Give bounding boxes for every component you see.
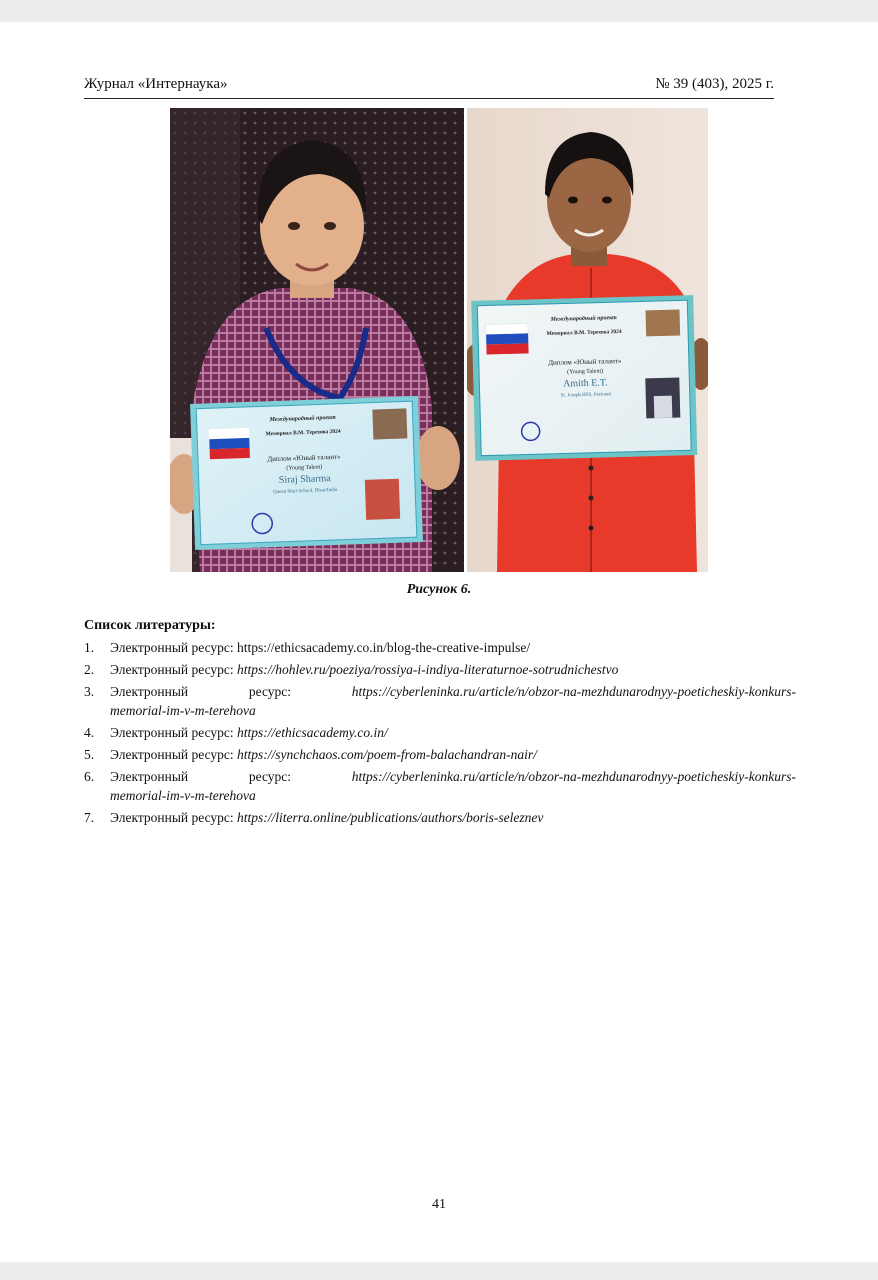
svg-text:(Young Talent): (Young Talent) xyxy=(286,464,323,472)
reference-link[interactable]: https://literra.online/publications/authors/boris-seleznev xyxy=(237,810,544,825)
figure-photo-right xyxy=(467,108,708,572)
reference-item: 2. Электронный ресурс: https://hohlev.ru/poeziya/rossiya-i-indiya-literaturnoe-sotrudnichestvo xyxy=(84,662,619,677)
reference-link[interactable]: https://ethicsacademy.co.in/ xyxy=(237,725,388,740)
reference-label: Электронный ресурс: xyxy=(110,662,234,677)
document-page xyxy=(0,22,878,1262)
reference-item: 4. Электронный ресурс: https://ethicsacademy.co.in/ xyxy=(84,725,388,740)
svg-text:Диплом «Юный талант»: Диплом «Юный талант» xyxy=(548,356,622,367)
svg-text:Siraj Sharma: Siraj Sharma xyxy=(278,473,331,486)
reference-link[interactable]: https://hohlev.ru/poeziya/rossiya-i-indiya-literaturnoe-sotrudnichestvo xyxy=(237,662,619,677)
svg-text:St. Joseph HSS, Perrinad: St. Joseph HSS, Perrinad xyxy=(560,392,611,399)
svg-text:(Young Talent): (Young Talent) xyxy=(567,368,604,376)
reference-label: Электронный ресурс: xyxy=(110,640,234,655)
reference-item: 7. Электронный ресурс: https://literra.online/publications/authors/boris-seleznev xyxy=(84,810,544,825)
references-title: Список литературы: xyxy=(84,618,216,633)
svg-text:Queen Mari School, Hisar/India: Queen Mari School, Hisar/India xyxy=(273,487,338,496)
reference-label: Электронный ресурс: xyxy=(110,725,234,740)
reference-label: Электронный ресурс: xyxy=(110,810,234,825)
reference-label: ресурс: xyxy=(248,684,292,699)
reference-item: 1. Электронный ресурс: https://ethicsacademy.co.in/blog-the-creative-impulse/ xyxy=(84,640,531,655)
reference-item: 5. Электронный ресурс: https://synchchaos.com/poem-from-balachandran-nair/ xyxy=(84,747,537,762)
svg-text:Amith E.T.: Amith E.T. xyxy=(563,377,608,390)
reference-link[interactable]: https://cyberleninka.ru/article/n/obzor-na-mezhdunarodnyy-poeticheskiy-konkurs- xyxy=(351,684,796,699)
svg-text:Диплом «Юный талант»: Диплом «Юный талант» xyxy=(267,452,341,464)
figure-photo-left xyxy=(170,108,464,572)
reference-link[interactable]: https://ethicsacademy.co.in/blog-the-creative-impulse/ xyxy=(237,640,531,655)
reference-item: 6. Электронный ресурс: https://cyberleninka.ru/article/n/obzor-na-mezhdunarodnyy-poeticheskiy-konkurs- memorial-im-v-m-terehova xyxy=(84,769,796,803)
reference-link[interactable]: https://cyberleninka.ru/article/n/obzor-na-mezhdunarodnyy-poeticheskiy-konkurs- xyxy=(351,769,796,784)
running-header xyxy=(84,76,774,99)
reference-link[interactable]: https://synchchaos.com/poem-from-balachandran-nair/ xyxy=(237,747,537,762)
page-number: 41 xyxy=(432,1197,446,1212)
figure-caption: Рисунок 6. xyxy=(406,582,472,597)
reference-label: Электронный xyxy=(110,769,189,784)
svg-text:Мемориал В.М. Терехова 2024: Мемориал В.М. Терехова 2024 xyxy=(546,328,622,337)
svg-text:Мемориал В.М. Терехова 2024: Мемориал В.М. Терехова 2024 xyxy=(265,428,341,438)
reference-item: 3. Электронный ресурс: https://cyberleninka.ru/article/n/obzor-na-mezhdunarodnyy-poeticheskiy-konkurs- memorial-im-v-m-terehova xyxy=(84,684,796,718)
issue-number: № 39 (403), 2025 г. xyxy=(655,76,774,92)
references-list xyxy=(84,638,796,830)
reference-link-continuation[interactable]: memorial-im-v-m-terehova xyxy=(110,703,256,718)
reference-label: ресурс: xyxy=(248,769,292,784)
svg-text:Международный проект: Международный проект xyxy=(269,414,336,424)
reference-link-continuation[interactable]: memorial-im-v-m-terehova xyxy=(110,788,256,803)
journal-title: Журнал «Интернаука» xyxy=(84,76,228,92)
reference-label: Электронный ресурс: xyxy=(110,747,234,762)
svg-text:Международный проект: Международный проект xyxy=(550,315,617,323)
reference-label: Электронный xyxy=(110,684,189,699)
